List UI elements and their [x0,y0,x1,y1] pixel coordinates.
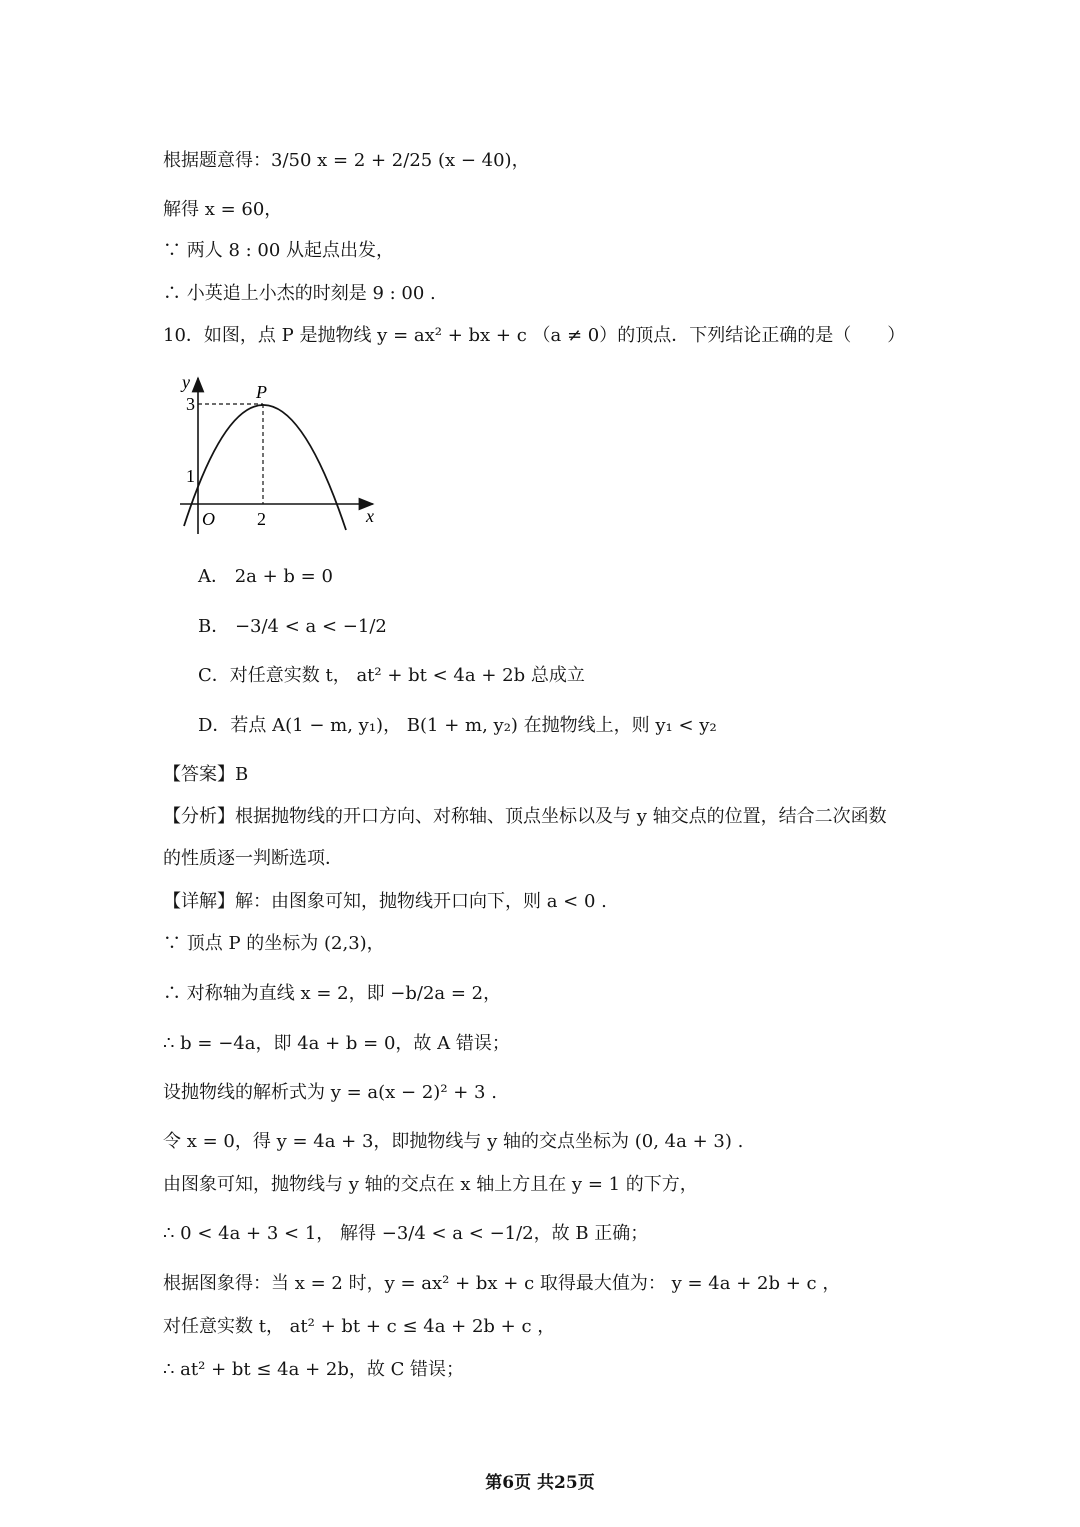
answer-line: 【答案】B [163,764,249,785]
solution-line: ∴ 对称轴为直线 x = 2，即 −b/2a = 2， [163,983,502,1004]
vertex-label: P [256,382,267,402]
option-b: B． −3/4 < a < −1/2 [198,616,387,637]
tick-label-x2: 2 [257,509,266,529]
solution-line: ∴ at² + bt ≤ 4a + 2b，故 C 错误； [163,1359,465,1380]
solution-line: 设抛物线的解析式为 y = a(x − 2)² + 3 . [163,1082,497,1103]
x-axis-label: x [366,506,374,526]
page-footer: 第6页 共25页 [485,1473,595,1493]
analysis-line: 【分析】根据抛物线的开口方向、对称轴、顶点坐标以及与 y 轴交点的位置，结合二次函数 [163,806,887,827]
origin-label: O [202,509,215,529]
solution-line: ∴ 0 < 4a + 3 < 1， 解得 −3/4 < a < −1/2，故 B 正确； [163,1223,649,1244]
solution-line: 令 x = 0，得 y = 4a + 3，即抛物线与 y 轴的交点坐标为 (0, 4a + 3) . [163,1131,744,1152]
tick-label-y1: 1 [186,466,195,486]
solution-line: 【详解】解：由图象可知，抛物线开口向下，则 a < 0 . [163,891,607,912]
solution-line: 由图象可知，抛物线与 y 轴的交点在 x 轴上方且在 y = 1 的下方， [163,1174,698,1195]
analysis-line: 的性质逐一判断选项． [163,848,343,869]
y-axis-label: y [182,372,190,392]
solution-line: ∴ b = −4a，即 4a + b = 0，故 A 错误； [163,1033,510,1054]
option-c: C．对任意实数 t， at² + bt < 4a + 2b 总成立 [198,665,585,686]
parabola-figure [170,370,385,544]
text-line: 解得 x = 60， [163,199,283,220]
question-10-stem: 10．如图，点 P 是抛物线 y = ax² + bx + c （a ≠ 0）的顶点．下列结论正确的是（ ） [163,325,906,346]
option-a: A． 2a + b = 0 [198,566,333,587]
text-line: ∴ 小英追上小杰的时刻是 9 : 00 . [163,283,436,304]
text-line: ∵ 两人 8 : 00 从起点出发， [163,240,395,261]
solution-line: 对任意实数 t， at² + bt + c ≤ 4a + 2b + c ， [163,1316,556,1337]
text-line: 根据题意得：3/50 x = 2 + 2/25 (x − 40)， [163,150,530,171]
option-d: D．若点 A(1 − m, y₁)， B(1 + m, y₂) 在抛物线上，则 y₁ < y₂ [198,715,717,736]
parabola-graph [170,370,385,540]
solution-line: 根据图象得：当 x = 2 时，y = ax² + bx + c 取得最大值为： y = 4a + 2b + c ， [163,1273,841,1294]
tick-label-y3: 3 [186,394,195,414]
solution-line: ∵ 顶点 P 的坐标为 (2,3)， [163,933,385,954]
